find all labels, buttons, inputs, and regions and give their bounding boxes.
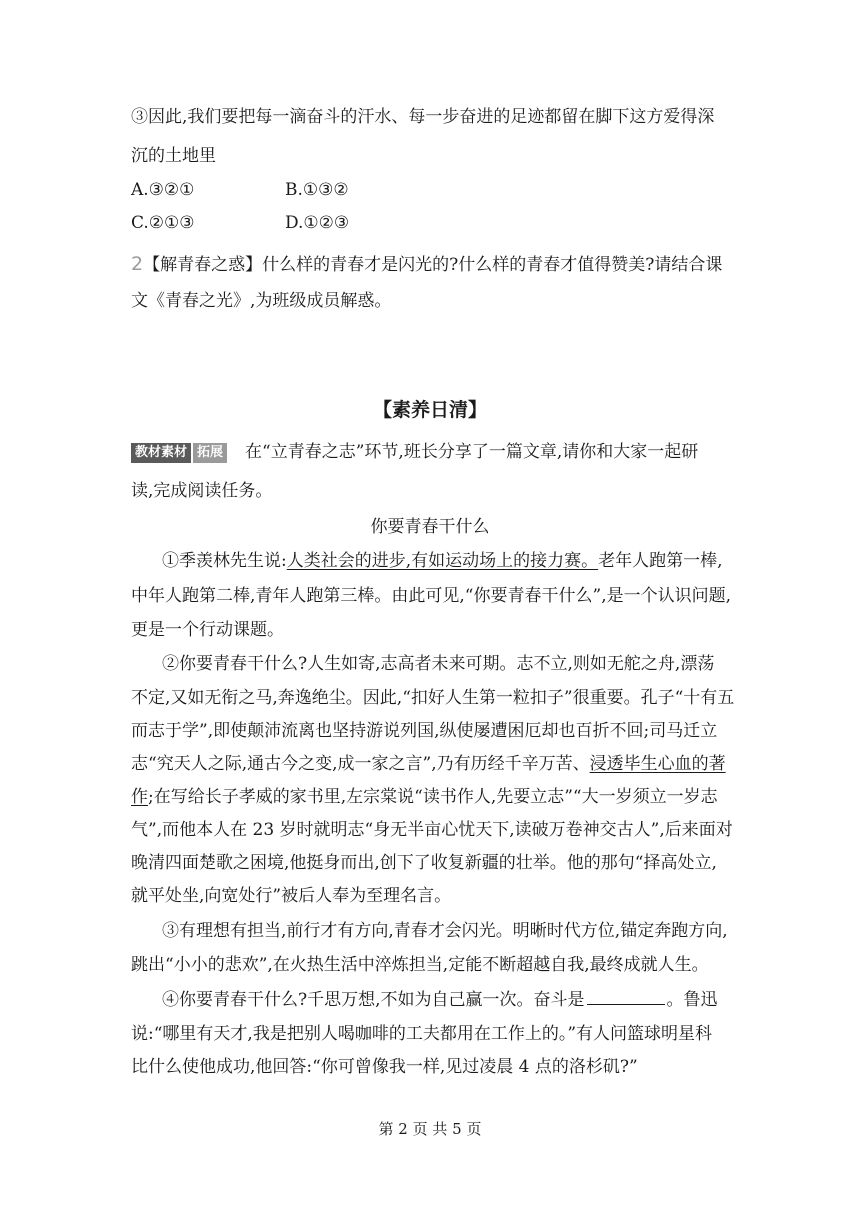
page-number: 第 2 页 共 5 页 xyxy=(378,1120,482,1138)
text-span: 老年人跑第一棒, xyxy=(598,551,723,571)
material-badge xyxy=(131,443,227,463)
underlined-text: 浸透毕生心血的著 xyxy=(589,754,726,774)
text-span: ;在写给长子孝威的家书里,左宗棠说“读书作人,先要立志”“大一岁须立一岁志 xyxy=(148,787,718,807)
text-line: ③因此,我们要把每一滴奋斗的汗水、每一步奋进的足迹都留在脚下这方爱得深 xyxy=(131,107,715,127)
question-number: 2 xyxy=(131,253,144,275)
text-span: ④你要青春干什么?千思万想,不如为自己赢一次。奋斗是 xyxy=(162,990,585,1010)
text-line: 就平处坐,向宽处行”被后人奉为至理名言。 xyxy=(131,886,452,906)
text-line: 不定,又如无衔之马,奔逸绝尘。因此,“扣好人生第一粒扣子”很重要。孔子“十有五 xyxy=(131,688,735,708)
text-line xyxy=(162,990,718,1010)
text-line: 比什么使他成功,他回答:“你可曾像我一样,见过凌晨 4 点的洛杉矶?” xyxy=(131,1057,638,1077)
underlined-text: 作 xyxy=(131,787,148,807)
task-text: 在“立青春之志”环节,班长分享了一篇文章,请你和大家一起研 xyxy=(245,442,699,462)
text-line: 更是一个行动课题。 xyxy=(131,620,284,640)
text-line: 而志于学”,即使颠沛流离也坚持游说列国,纵使屡遭困厄却也百折不回;司马迁立 xyxy=(131,721,718,741)
badge-label-main: 教材素材 xyxy=(131,443,191,463)
section-title: 【素养日清】 xyxy=(372,399,487,421)
option-d: D.①②③ xyxy=(285,213,350,233)
option-c: C.②①③ xyxy=(131,213,195,233)
text-line: 文《青春之光》,为班级成员解惑。 xyxy=(131,291,392,311)
text-line: 晚清四面楚歌之困境,他挺身而出,创下了收复新疆的壮举。他的那句“择高处立, xyxy=(131,853,717,873)
text-span: 志“究天人之际,通古今之变,成一家之言”,乃有历经千辛万苦、 xyxy=(131,754,590,774)
article-title: 你要青春干什么 xyxy=(370,517,490,537)
option-b: B.①③② xyxy=(285,180,349,200)
text-line: 跳出“小小的悲欢”,在火热生活中淬炼担当,定能不断超越自我,最终成就人生。 xyxy=(131,955,709,975)
badge-label-extra: 拓展 xyxy=(193,443,227,463)
underlined-text: 人类社会的进步,有如运动场上的接力赛。 xyxy=(286,551,599,571)
text-line: 中年人跑第二棒,青年人跑第三棒。由此可见,“你要青春干什么”,是一个认识问题, xyxy=(131,586,731,606)
text-line xyxy=(131,787,718,807)
text-span: 。鲁迅 xyxy=(666,990,718,1010)
text-line: ②你要青春干什么?人生如寄,志高者未来可期。志不立,则如无舵之舟,漂荡 xyxy=(162,654,715,674)
option-a: A.③②① xyxy=(131,180,195,200)
text-line: 说:“哪里有天才,我是把别人喝咖啡的工夫都用在工作上的。”有人问篮球明星科 xyxy=(131,1024,713,1044)
text-line: ③有理想有担当,前行才有方向,青春才会闪光。明晰时代方位,锚定奔跑方向, xyxy=(162,921,728,941)
text-line xyxy=(131,754,726,774)
fill-in-blank[interactable] xyxy=(587,990,665,1005)
text-line: 气”,而他本人在 23 岁时就明志“身无半亩心忧天下,读破万卷神交古人”,后来面对 xyxy=(131,820,733,840)
text-span: ①季羡林先生说: xyxy=(162,551,287,571)
text-line xyxy=(131,254,722,275)
question-text: 【解青春之惑】什么样的青春才是闪光的?什么样的青春才值得赞美?请结合课 xyxy=(143,255,723,275)
text-line xyxy=(131,442,698,463)
text-line: 沉的土地里 xyxy=(131,146,216,166)
text-line: 读,完成阅读任务。 xyxy=(131,481,273,501)
text-line xyxy=(162,551,723,571)
